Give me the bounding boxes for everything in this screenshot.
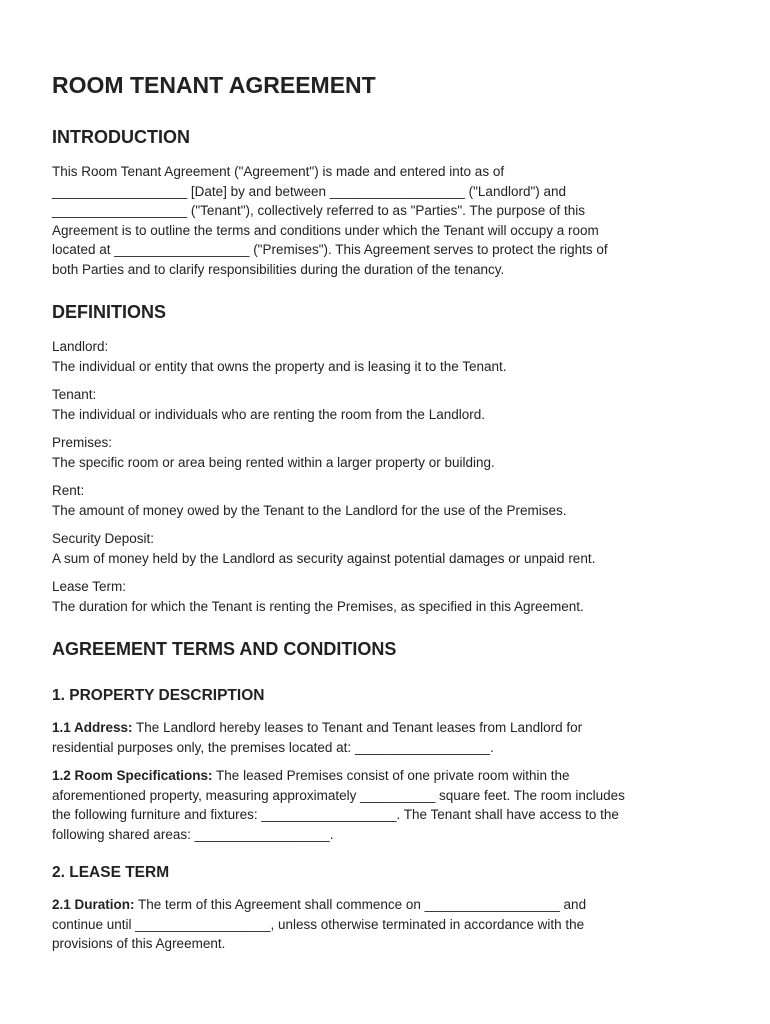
- clause-line: following shared areas: __________________.: [52, 826, 334, 842]
- lease-term-heading: 2. LEASE TERM: [52, 864, 170, 881]
- introduction-line: __________________ [Date] by and between __________________ ("Landlord") and: [52, 183, 567, 199]
- definition-text: The specific room or area being rented within a larger property or building.: [52, 454, 495, 470]
- definition-text: The duration for which the Tenant is renting the Premises, as specified in this Agreement.: [52, 598, 584, 614]
- agreement-section: [52, 638, 722, 954]
- definition-rent: [52, 481, 722, 520]
- definitions-heading: DEFINITIONS: [52, 302, 167, 322]
- definition-text: A sum of money held by the Landlord as security against potential damages or unpaid rent.: [52, 550, 596, 566]
- clause-label: 2.1 Duration:: [52, 897, 135, 912]
- document-title: ROOM TENANT AGREEMENT: [52, 72, 376, 98]
- introduction-line: Agreement is to outline the terms and conditions under which the Tenant will occupy a room: [52, 222, 599, 238]
- definitions-section: [52, 301, 722, 616]
- document-body: [52, 70, 722, 973]
- definition-term: Rent:: [52, 483, 85, 498]
- introduction-section: [52, 126, 722, 279]
- definition-term: Tenant:: [52, 387, 97, 402]
- introduction-line: located at __________________ ("Premises"). This Agreement serves to protect the rights of: [52, 242, 608, 257]
- clause-duration: [52, 895, 722, 954]
- clause-address: [52, 718, 722, 757]
- clause-line: The leased Premises consist of one private room within the: [212, 768, 570, 783]
- lease-term-section: [52, 863, 722, 954]
- definition-lease-term: [52, 577, 722, 616]
- definition-tenant: [52, 385, 722, 424]
- introduction-line: __________________ ("Tenant"), collectively referred to as "Parties". The purpose of this: [52, 203, 585, 218]
- property-description-heading: 1. PROPERTY DESCRIPTION: [52, 687, 265, 704]
- introduction-line: both Parties and to clarify responsibilities during the duration of the tenancy.: [52, 261, 505, 277]
- clause-line: residential purposes only, the premises located at: __________________.: [52, 739, 494, 755]
- definition-security-deposit: [52, 529, 722, 568]
- definition-premises: [52, 433, 722, 472]
- introduction-line: This Room Tenant Agreement ("Agreement") is made and entered into as of: [52, 164, 505, 179]
- property-description-section: [52, 686, 722, 844]
- clause-line: The term of this Agreement shall commence on __________________ and: [134, 897, 587, 912]
- definition-text: The amount of money owed by the Tenant to the Landlord for the use of the Premises.: [52, 502, 567, 518]
- clause-label: 1.2 Room Specifications:: [52, 768, 213, 783]
- clause-room-specifications: [52, 766, 722, 844]
- clause-line: the following furniture and fixtures: __________________. The Tenant shall have access to the: [52, 807, 619, 822]
- clause-line: continue until __________________, unless otherwise terminated in accordance with the: [52, 916, 585, 932]
- clause-line: aforementioned property, measuring approximately __________ square feet. The room includes: [52, 787, 625, 803]
- definition-term: Landlord:: [52, 339, 109, 354]
- definition-landlord: [52, 337, 722, 376]
- agreement-heading: AGREEMENT TERMS AND CONDITIONS: [52, 639, 397, 659]
- definition-text: The individual or entity that owns the property and is leasing it to the Tenant.: [52, 358, 507, 374]
- introduction-heading: INTRODUCTION: [52, 127, 190, 147]
- introduction-paragraph: [52, 162, 722, 279]
- clause-line: The Landlord hereby leases to Tenant and Tenant leases from Landlord for: [132, 720, 583, 735]
- definition-text: The individual or individuals who are renting the room from the Landlord.: [52, 406, 485, 422]
- definition-term: Security Deposit:: [52, 531, 155, 546]
- definition-term: Lease Term:: [52, 579, 127, 594]
- clause-label: 1.1 Address:: [52, 720, 133, 735]
- clause-line: provisions of this Agreement.: [52, 936, 226, 951]
- definition-term: Premises:: [52, 435, 113, 450]
